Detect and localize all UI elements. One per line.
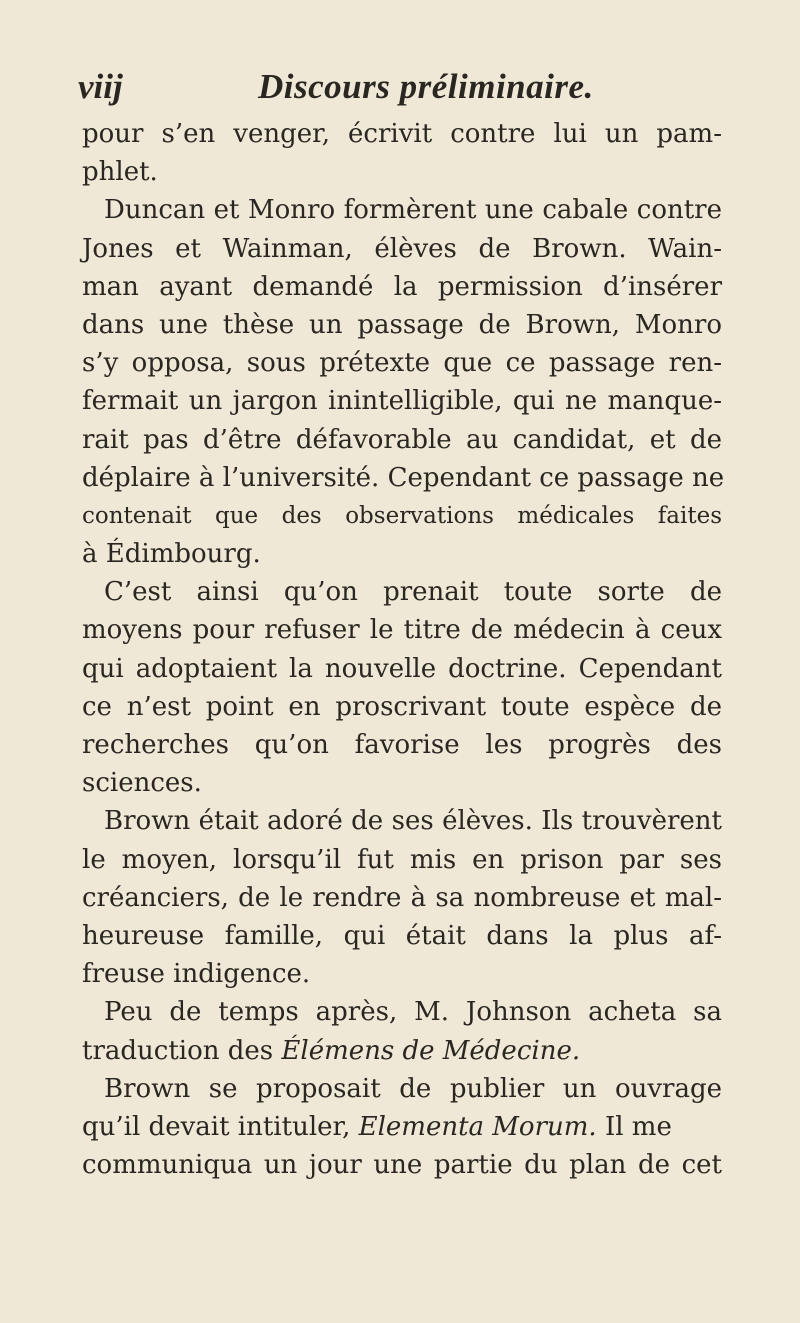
text-line: Jones et Wainman, élèves de Brown. Wain- xyxy=(82,233,722,264)
text-line: moyens pour refuser le titre de médecin à ceux xyxy=(82,615,722,646)
text-line: heureuse famille, qui était dans la plus af- xyxy=(82,920,722,951)
text-line: dans une thèse un passage de Brown, Monro xyxy=(82,309,722,340)
text-line: phlet. xyxy=(82,157,158,188)
text-line: pour s’en venger, écrivit contre lui un pam- xyxy=(82,119,722,149)
page-header xyxy=(78,62,718,112)
page-number: viij xyxy=(78,67,123,106)
text-fragment: Il me xyxy=(596,1111,672,1142)
italic-title: Élémens de Médecine. xyxy=(281,1035,581,1066)
text-line: ce n’est point en proscrivant toute espèce de xyxy=(82,691,722,722)
text-fragment: traduction des xyxy=(82,1035,282,1066)
text-line: sciences. xyxy=(82,768,202,799)
text-line: C’est ainsi qu’on prenait toute sorte de xyxy=(104,577,722,608)
text-line xyxy=(82,1108,722,1146)
text-line: qui adoptaient la nouvelle doctrine. Cependant xyxy=(82,653,722,684)
text-line: créanciers, de le rendre à sa nombreuse et mal- xyxy=(82,882,722,913)
text-line: freuse indigence. xyxy=(82,959,311,990)
text-line: Brown était adoré de ses élèves. Ils trouvèrent xyxy=(104,806,722,837)
text-line: communiqua un jour une partie du plan de cet xyxy=(82,1150,722,1181)
text-line: contenait que des observations médicales faites xyxy=(82,502,722,529)
body-text xyxy=(82,115,725,1184)
text-line: rait pas d’être défavorable au candidat, et de xyxy=(82,424,722,455)
text-line: Brown se proposait de publier un ouvrage xyxy=(104,1073,722,1104)
text-fragment: qu’il devait intituler, xyxy=(82,1111,359,1142)
text-line: Duncan et Monro formèrent une cabale contre xyxy=(104,195,722,226)
text-line: à Édimbourg. xyxy=(82,539,261,570)
text-line: Peu de temps après, M. Johnson acheta sa xyxy=(104,997,722,1028)
text-line: déplaire à l’université. Cependant ce passage ne xyxy=(82,462,725,493)
text-line: fermait un jargon inintelligible, qui ne manque- xyxy=(82,386,722,417)
text-line xyxy=(82,1032,722,1070)
text-line: man ayant demandé la permission d’insérer xyxy=(82,271,722,302)
running-title: Discours préliminaire. xyxy=(258,67,594,106)
text-line: le moyen, lorsqu’il fut mis en prison par ses xyxy=(82,844,722,875)
italic-title: Elementa Morum. xyxy=(358,1111,597,1142)
text-line: s’y opposa, sous prétexte que ce passage ren- xyxy=(82,348,722,379)
text-line: recherches qu’on favorise les progrès des xyxy=(82,730,722,760)
